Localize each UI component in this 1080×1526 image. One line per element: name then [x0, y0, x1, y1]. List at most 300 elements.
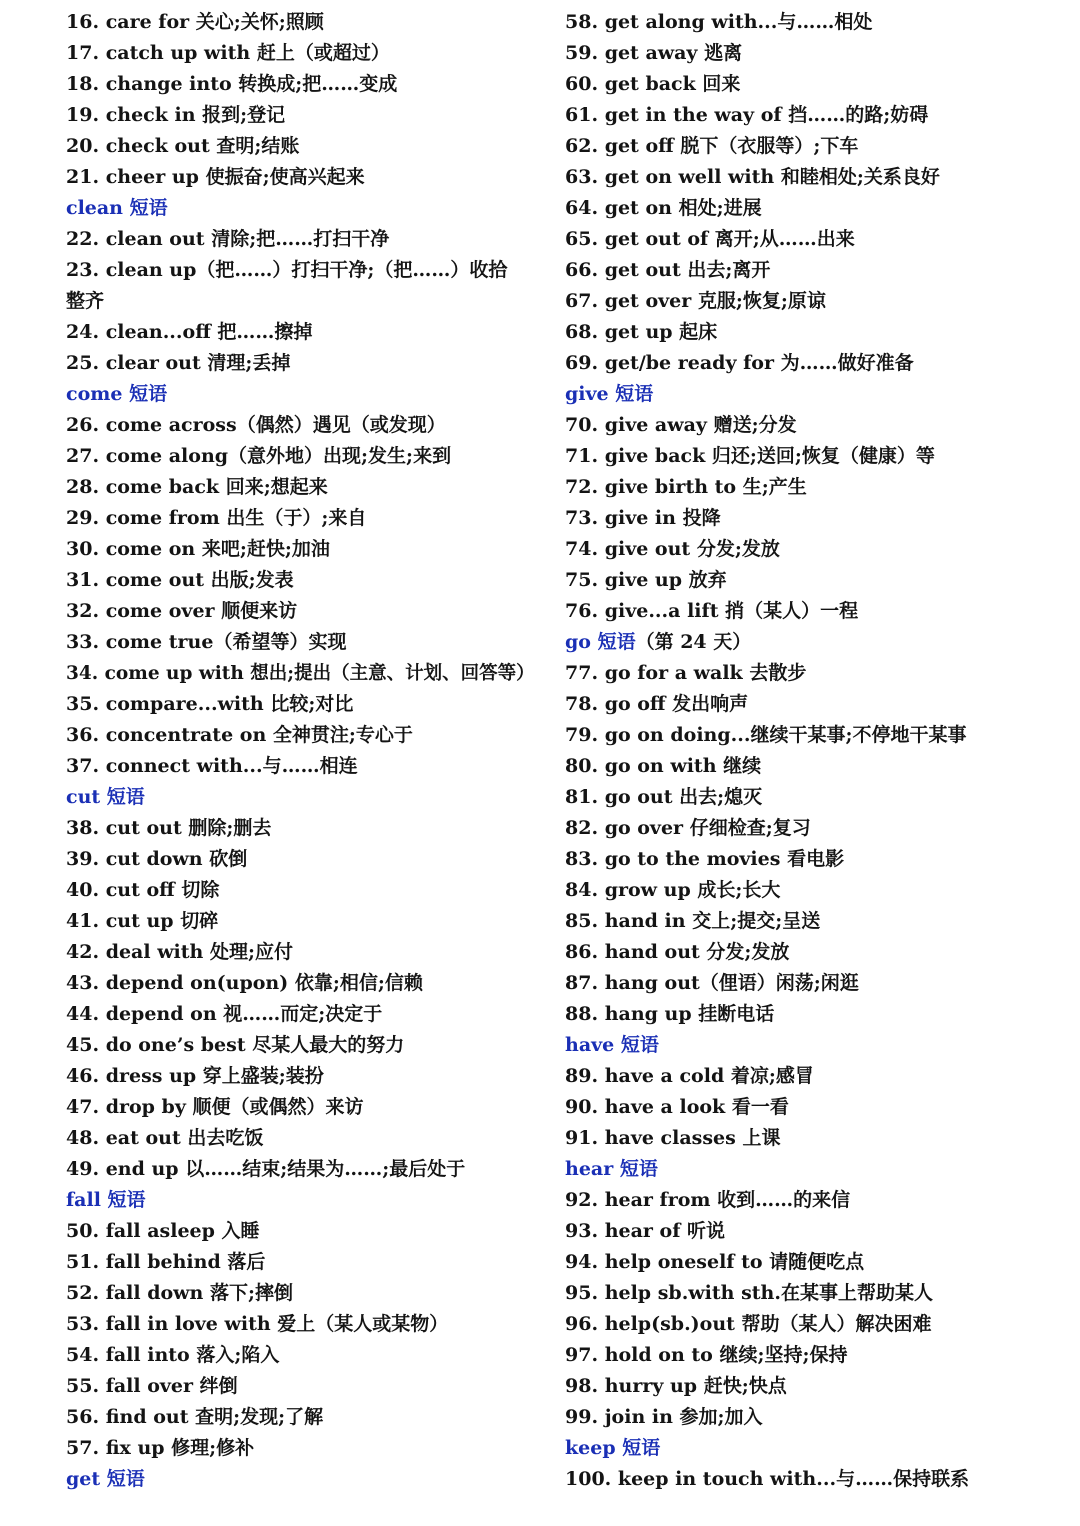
phrase-entry	[66, 813, 546, 844]
section-keyword: clean	[66, 197, 130, 219]
entry-number: 18.	[66, 73, 100, 95]
section-label: 短语	[622, 1437, 661, 1459]
phrase-entry	[565, 472, 1065, 503]
phrase-entry	[565, 875, 1065, 906]
entry-meaning: 转换成;把……变成	[238, 73, 398, 95]
phrase-entry	[565, 224, 1065, 255]
entry-meaning: 在某事上帮助某人	[781, 1282, 934, 1304]
entry-phrase: come out	[105, 569, 211, 591]
entry-number: 41.	[66, 910, 100, 932]
entry-number: 72.	[565, 476, 599, 498]
entry-phrase: connect with...	[105, 755, 263, 777]
entry-meaning: 去散步	[749, 662, 807, 684]
entry-phrase: cheer up	[105, 166, 206, 188]
entry-phrase: fix up	[105, 1437, 172, 1459]
entry-phrase: give up	[604, 569, 689, 591]
phrase-entry	[66, 627, 546, 658]
phrase-entry	[66, 1433, 546, 1464]
entry-meaning: 捎（某人）一程	[725, 600, 859, 622]
entry-phrase: cut up	[105, 910, 181, 932]
entry-number: 81.	[565, 786, 599, 808]
entry-number: 30.	[66, 538, 100, 560]
entry-number: 87.	[565, 972, 599, 994]
entry-phrase: join in	[604, 1406, 680, 1428]
entry-phrase: cut off	[105, 879, 182, 901]
phrase-entry	[565, 1464, 1065, 1495]
entry-phrase: hang out	[604, 972, 700, 994]
entry-number: 73.	[565, 507, 599, 529]
entry-number: 37.	[66, 755, 100, 777]
entry-number: 42.	[66, 941, 100, 963]
entry-number: 28.	[66, 476, 100, 498]
entry-number: 27.	[66, 445, 100, 467]
entry-meaning: 分发;发放	[696, 538, 780, 560]
phrase-entry	[565, 1309, 1065, 1340]
entry-meaning: 查明;结账	[216, 135, 300, 157]
entry-meaning: 来吧;赶快;加油	[201, 538, 330, 560]
phrase-entry	[66, 255, 546, 286]
section-label: 短语	[129, 383, 168, 405]
entry-number: 29.	[66, 507, 100, 529]
entry-phrase: end up	[105, 1158, 186, 1180]
phrase-entry	[565, 1061, 1065, 1092]
entry-phrase: have classes	[604, 1127, 743, 1149]
phrase-entry	[565, 348, 1065, 379]
entry-number: 74.	[565, 538, 599, 560]
entry-phrase: cut out	[105, 817, 189, 839]
entry-meaning: 和睦相处;关系良好	[780, 166, 940, 188]
phrase-entry	[66, 937, 546, 968]
right-column	[565, 7, 1065, 1495]
phrase-entry	[66, 1123, 546, 1154]
phrase-entry	[66, 1216, 546, 1247]
section-keyword: fall	[66, 1189, 108, 1211]
entry-number: 70.	[565, 414, 599, 436]
entry-number: 44.	[66, 1003, 100, 1025]
entry-phrase: come back	[105, 476, 226, 498]
entry-number: 90.	[565, 1096, 599, 1118]
entry-meaning: 与……相连	[262, 755, 358, 777]
phrase-entry	[565, 1123, 1065, 1154]
entry-number: 54.	[66, 1344, 100, 1366]
entry-meaning: 尽某人最大的努力	[252, 1034, 405, 1056]
phrase-entry	[66, 999, 546, 1030]
entry-number: 67.	[565, 290, 599, 312]
phrase-entry	[66, 38, 546, 69]
phrase-entry	[66, 503, 546, 534]
entry-phrase: help oneself to	[604, 1251, 770, 1273]
entry-number: 69.	[565, 352, 599, 374]
entry-phrase: clean...off	[105, 321, 218, 343]
entry-meaning: 使振奋;使高兴起来	[205, 166, 365, 188]
entry-number: 21.	[66, 166, 100, 188]
entry-meaning: 听说	[687, 1220, 726, 1242]
phrase-entry	[66, 1340, 546, 1371]
section-label: 短语	[619, 1158, 658, 1180]
entry-meaning: 着凉;感冒	[730, 1065, 814, 1087]
phrase-entry	[66, 658, 546, 689]
entry-meaning: 绊倒	[199, 1375, 238, 1397]
entry-phrase: eat out	[105, 1127, 188, 1149]
entry-phrase: hear from	[604, 1189, 718, 1211]
entry-number: 68.	[565, 321, 599, 343]
entry-number: 51.	[66, 1251, 100, 1273]
section-keyword: cut	[66, 786, 107, 808]
entry-meaning: 与……保持联系	[836, 1468, 970, 1490]
entry-phrase: get on	[604, 197, 679, 219]
entry-phrase: go to the movies	[604, 848, 788, 870]
entry-meaning: 成长;长大	[697, 879, 781, 901]
phrase-entry	[565, 968, 1065, 999]
entry-number: 22.	[66, 228, 100, 250]
phrase-entry	[66, 1154, 546, 1185]
entry-meaning: 挡……的路;妨碍	[788, 104, 929, 126]
phrase-entry	[565, 503, 1065, 534]
phrase-entry	[66, 1309, 546, 1340]
phrase-entry	[565, 999, 1065, 1030]
entry-number: 98.	[565, 1375, 599, 1397]
entry-number: 23.	[66, 259, 100, 281]
phrase-entry	[66, 1247, 546, 1278]
entry-meaning: 想出;提出（主意、计划、回答等）	[250, 663, 535, 684]
entry-phrase: get off	[604, 135, 681, 157]
entry-number: 95.	[565, 1282, 599, 1304]
phrase-entry	[565, 69, 1065, 100]
entry-number: 94.	[565, 1251, 599, 1273]
entry-meaning: 落下;摔倒	[209, 1282, 293, 1304]
entry-number: 35.	[66, 693, 100, 715]
entry-number: 75.	[565, 569, 599, 591]
phrase-entry	[565, 193, 1065, 224]
phrase-entry	[66, 131, 546, 162]
entry-meaning: 落入;陷入	[196, 1344, 280, 1366]
section-heading	[66, 1464, 546, 1495]
phrase-entry	[565, 906, 1065, 937]
phrase-entry	[66, 224, 546, 255]
entry-number: 32.	[66, 600, 100, 622]
entry-meaning: 出去;熄灭	[679, 786, 763, 808]
phrase-entry	[66, 596, 546, 627]
entry-phrase: fall into	[105, 1344, 197, 1366]
phrase-entry	[66, 1278, 546, 1309]
section-keyword: give	[565, 383, 616, 405]
entry-phrase: give in	[604, 507, 683, 529]
entry-phrase: compare...with	[105, 693, 271, 715]
entry-phrase: get out	[604, 259, 688, 281]
entry-meaning: 发出响声	[672, 693, 749, 715]
phrase-entry	[565, 1340, 1065, 1371]
entry-meaning: 顺便来访	[221, 600, 298, 622]
entry-meaning: 出去吃饭	[187, 1127, 264, 1149]
phrase-entry	[565, 317, 1065, 348]
phrase-entry	[565, 162, 1065, 193]
entry-phrase: come along	[105, 445, 229, 467]
entry-meaning: 收到……的来信	[717, 1189, 851, 1211]
phrase-entry	[565, 131, 1065, 162]
entry-phrase: catch up with	[105, 42, 257, 64]
entry-number: 64.	[565, 197, 599, 219]
entry-meaning: 清除;把……打扫干净	[211, 228, 390, 250]
entry-meaning: 切碎	[180, 910, 219, 932]
phrase-entry	[565, 844, 1065, 875]
entry-number: 99.	[565, 1406, 599, 1428]
entry-phrase: find out	[105, 1406, 196, 1428]
phrase-entry	[66, 410, 546, 441]
entry-meaning: 赠送;分发	[713, 414, 797, 436]
phrase-entry	[565, 658, 1065, 689]
entry-meaning: 脱下（衣服等）;下车	[680, 135, 859, 157]
entry-phrase: clean up	[105, 259, 197, 281]
entry-number: 20.	[66, 135, 100, 157]
entry-meaning: （偶然）遇见（或发现）	[236, 414, 446, 436]
entry-meaning: 全神贯注;专心于	[272, 724, 413, 746]
entry-phrase: change into	[105, 73, 239, 95]
entry-meaning: 归还;送回;恢复（健康）等	[711, 445, 935, 467]
entry-meaning: 离开;从……出来	[714, 228, 855, 250]
phrase-entry	[66, 1092, 546, 1123]
phrase-entry	[565, 410, 1065, 441]
entry-number: 17.	[66, 42, 100, 64]
entry-meaning: 出版;发表	[210, 569, 294, 591]
phrase-entry	[66, 751, 546, 782]
entry-number: 38.	[66, 817, 100, 839]
entry-meaning: 穿上盛装;装扮	[202, 1065, 324, 1087]
section-heading	[66, 379, 546, 410]
entry-phrase: give away	[604, 414, 714, 436]
entry-meaning: 克服;恢复;原谅	[697, 290, 826, 312]
entry-meaning: 关心;关怀;照顾	[195, 11, 324, 33]
entry-number: 50.	[66, 1220, 100, 1242]
phrase-entry	[565, 782, 1065, 813]
entry-meaning: 整齐	[66, 290, 105, 312]
entry-phrase: depend on(upon)	[105, 972, 295, 994]
entry-meaning: （希望等）实现	[213, 631, 347, 653]
entry-number: 71.	[565, 445, 599, 467]
entry-phrase: give...a lift	[604, 600, 726, 622]
entry-meaning: 出生（于）;来自	[226, 507, 367, 529]
phrase-entry	[565, 38, 1065, 69]
entry-number: 33.	[66, 631, 100, 653]
entry-meaning: 看一看	[731, 1096, 789, 1118]
entry-number: 46.	[66, 1065, 100, 1087]
entry-number: 52.	[66, 1282, 100, 1304]
entry-meaning: 顺便（或偶然）来访	[192, 1096, 364, 1118]
entry-meaning: 帮助（某人）解决困难	[741, 1313, 932, 1335]
left-column	[66, 7, 546, 1495]
entry-phrase: hang up	[604, 1003, 699, 1025]
phrase-entry	[565, 1278, 1065, 1309]
entry-phrase: fall behind	[105, 1251, 228, 1273]
phrase-entry	[565, 751, 1065, 782]
entry-meaning: 分发;发放	[706, 941, 790, 963]
entry-meaning: 砍倒	[209, 848, 248, 870]
entry-number: 16.	[66, 11, 100, 33]
entry-meaning: 出去;离开	[687, 259, 771, 281]
entry-phrase: hear of	[604, 1220, 687, 1242]
entry-meaning: 参加;加入	[679, 1406, 763, 1428]
entry-number: 93.	[565, 1220, 599, 1242]
section-keyword: keep	[565, 1437, 623, 1459]
entry-meaning: 回来;想起来	[225, 476, 328, 498]
entry-meaning: 修理;修补	[171, 1437, 255, 1459]
entry-phrase: go out	[604, 786, 680, 808]
entry-number: 100.	[565, 1468, 612, 1490]
phrase-entry	[565, 1402, 1065, 1433]
entry-meaning: 继续;坚持;保持	[719, 1344, 848, 1366]
entry-number: 55.	[66, 1375, 100, 1397]
section-heading	[565, 379, 1065, 410]
phrase-entry	[66, 1402, 546, 1433]
entry-number: 26.	[66, 414, 100, 436]
entry-phrase: do one’s best	[105, 1034, 253, 1056]
phrase-entry	[66, 906, 546, 937]
entry-number: 97.	[565, 1344, 599, 1366]
entry-number: 40.	[66, 879, 100, 901]
section-heading	[66, 193, 546, 224]
entry-number: 85.	[565, 910, 599, 932]
section-label: 短语	[106, 1468, 145, 1490]
entry-phrase: get along with...	[604, 11, 778, 33]
section-heading	[66, 782, 546, 813]
entry-meaning: 比较;对比	[270, 693, 354, 715]
entry-meaning: 放弃	[688, 569, 727, 591]
entry-meaning: 投降	[682, 507, 721, 529]
entry-phrase: fall over	[105, 1375, 200, 1397]
entry-number: 58.	[565, 11, 599, 33]
phrase-entry	[565, 689, 1065, 720]
entry-phrase: hand out	[604, 941, 707, 963]
phrase-entry	[565, 720, 1065, 751]
entry-phrase: dress up	[105, 1065, 203, 1087]
section-heading	[565, 1030, 1065, 1061]
phrase-entry	[66, 565, 546, 596]
entry-number: 83.	[565, 848, 599, 870]
entry-meaning: 上课	[742, 1127, 781, 1149]
entry-number: 63.	[565, 166, 599, 188]
entry-number: 65.	[565, 228, 599, 250]
entry-meaning: 逃离	[704, 42, 743, 64]
phrase-entry	[66, 1371, 546, 1402]
entry-number: 31.	[66, 569, 100, 591]
entry-phrase: give back	[604, 445, 712, 467]
phrase-entry	[66, 844, 546, 875]
section-label: 短语	[106, 786, 145, 808]
entry-phrase: come across	[105, 414, 237, 436]
phrase-entry	[565, 255, 1065, 286]
section-label: 短语	[107, 1189, 146, 1211]
entry-meaning: 依靠;相信;信赖	[294, 972, 423, 994]
entry-meaning: 回来	[702, 73, 741, 95]
entry-phrase: go for a walk	[604, 662, 750, 684]
phrase-entry	[565, 596, 1065, 627]
entry-number: 56.	[66, 1406, 100, 1428]
phrase-entry	[565, 565, 1065, 596]
phrase-entry	[66, 7, 546, 38]
entry-phrase: clean out	[105, 228, 212, 250]
entry-meaning: 仔细检查;复习	[689, 817, 811, 839]
phrase-entry	[66, 348, 546, 379]
entry-number: 60.	[565, 73, 599, 95]
phrase-entry	[565, 1092, 1065, 1123]
section-label: 短语	[129, 197, 168, 219]
entry-phrase: cut down	[105, 848, 210, 870]
entry-phrase: get/be ready for	[604, 352, 781, 374]
entry-number: 19.	[66, 104, 100, 126]
entry-meaning: 爱上（某人或某物）	[277, 1313, 449, 1335]
phrase-entry	[66, 689, 546, 720]
entry-number: 59.	[565, 42, 599, 64]
section-label: 短语	[620, 1034, 659, 1056]
entry-number: 96.	[565, 1313, 599, 1335]
entry-phrase: come up with	[104, 663, 251, 684]
entry-number: 88.	[565, 1003, 599, 1025]
phrase-entry	[66, 317, 546, 348]
entry-phrase: go over	[604, 817, 690, 839]
entry-meaning: 把……擦掉	[217, 321, 313, 343]
entry-number: 49.	[66, 1158, 100, 1180]
phrase-entry	[565, 441, 1065, 472]
entry-meaning: 与……相处	[777, 11, 873, 33]
entry-meaning: 交上;提交;呈送	[692, 910, 821, 932]
entry-phrase: get away	[604, 42, 705, 64]
entry-phrase: hold on to	[604, 1344, 720, 1366]
entry-number: 48.	[66, 1127, 100, 1149]
entry-phrase: get over	[604, 290, 698, 312]
entry-meaning: 报到;登记	[202, 104, 286, 126]
entry-meaning: 视……而定;决定于	[223, 1003, 383, 1025]
phrase-entry	[565, 1185, 1065, 1216]
phrase-entry	[66, 441, 546, 472]
section-keyword: go	[565, 631, 598, 653]
entry-number: 24.	[66, 321, 100, 343]
section-keyword: come	[66, 383, 130, 405]
entry-phrase: check in	[105, 104, 203, 126]
entry-number: 89.	[565, 1065, 599, 1087]
entry-phrase: hand in	[604, 910, 693, 932]
entry-phrase: hurry up	[604, 1375, 704, 1397]
entry-phrase: give out	[604, 538, 697, 560]
phrase-entry	[565, 7, 1065, 38]
entry-phrase: come from	[105, 507, 227, 529]
entry-phrase: help(sb.)out	[604, 1313, 742, 1335]
entry-phrase: drop by	[105, 1096, 193, 1118]
phrase-entry	[565, 937, 1065, 968]
phrase-entry	[565, 1216, 1065, 1247]
section-note: （第 24 天）	[635, 631, 752, 653]
entry-meaning: 继续干某事;不停地干某事	[750, 724, 967, 746]
entry-number: 57.	[66, 1437, 100, 1459]
entry-phrase: get in the way of	[604, 104, 789, 126]
entry-phrase: concentrate on	[105, 724, 273, 746]
phrase-entry	[66, 1061, 546, 1092]
entry-phrase: get back	[604, 73, 703, 95]
phrase-entry	[66, 472, 546, 503]
phrase-entry	[66, 69, 546, 100]
entry-meaning: 删除;删去	[188, 817, 272, 839]
entry-phrase: fall down	[105, 1282, 210, 1304]
entry-meaning: 清理;丢掉	[207, 352, 291, 374]
entry-phrase: depend on	[105, 1003, 224, 1025]
entry-phrase: keep in touch with...	[617, 1468, 837, 1490]
section-keyword: get	[66, 1468, 107, 1490]
entry-number: 61.	[565, 104, 599, 126]
entry-phrase: go on with	[604, 755, 724, 777]
phrase-entry	[565, 286, 1065, 317]
section-heading	[565, 627, 1065, 658]
entry-meaning: 生;产生	[742, 476, 807, 498]
phrase-entry	[565, 1371, 1065, 1402]
phrase-entry	[66, 534, 546, 565]
